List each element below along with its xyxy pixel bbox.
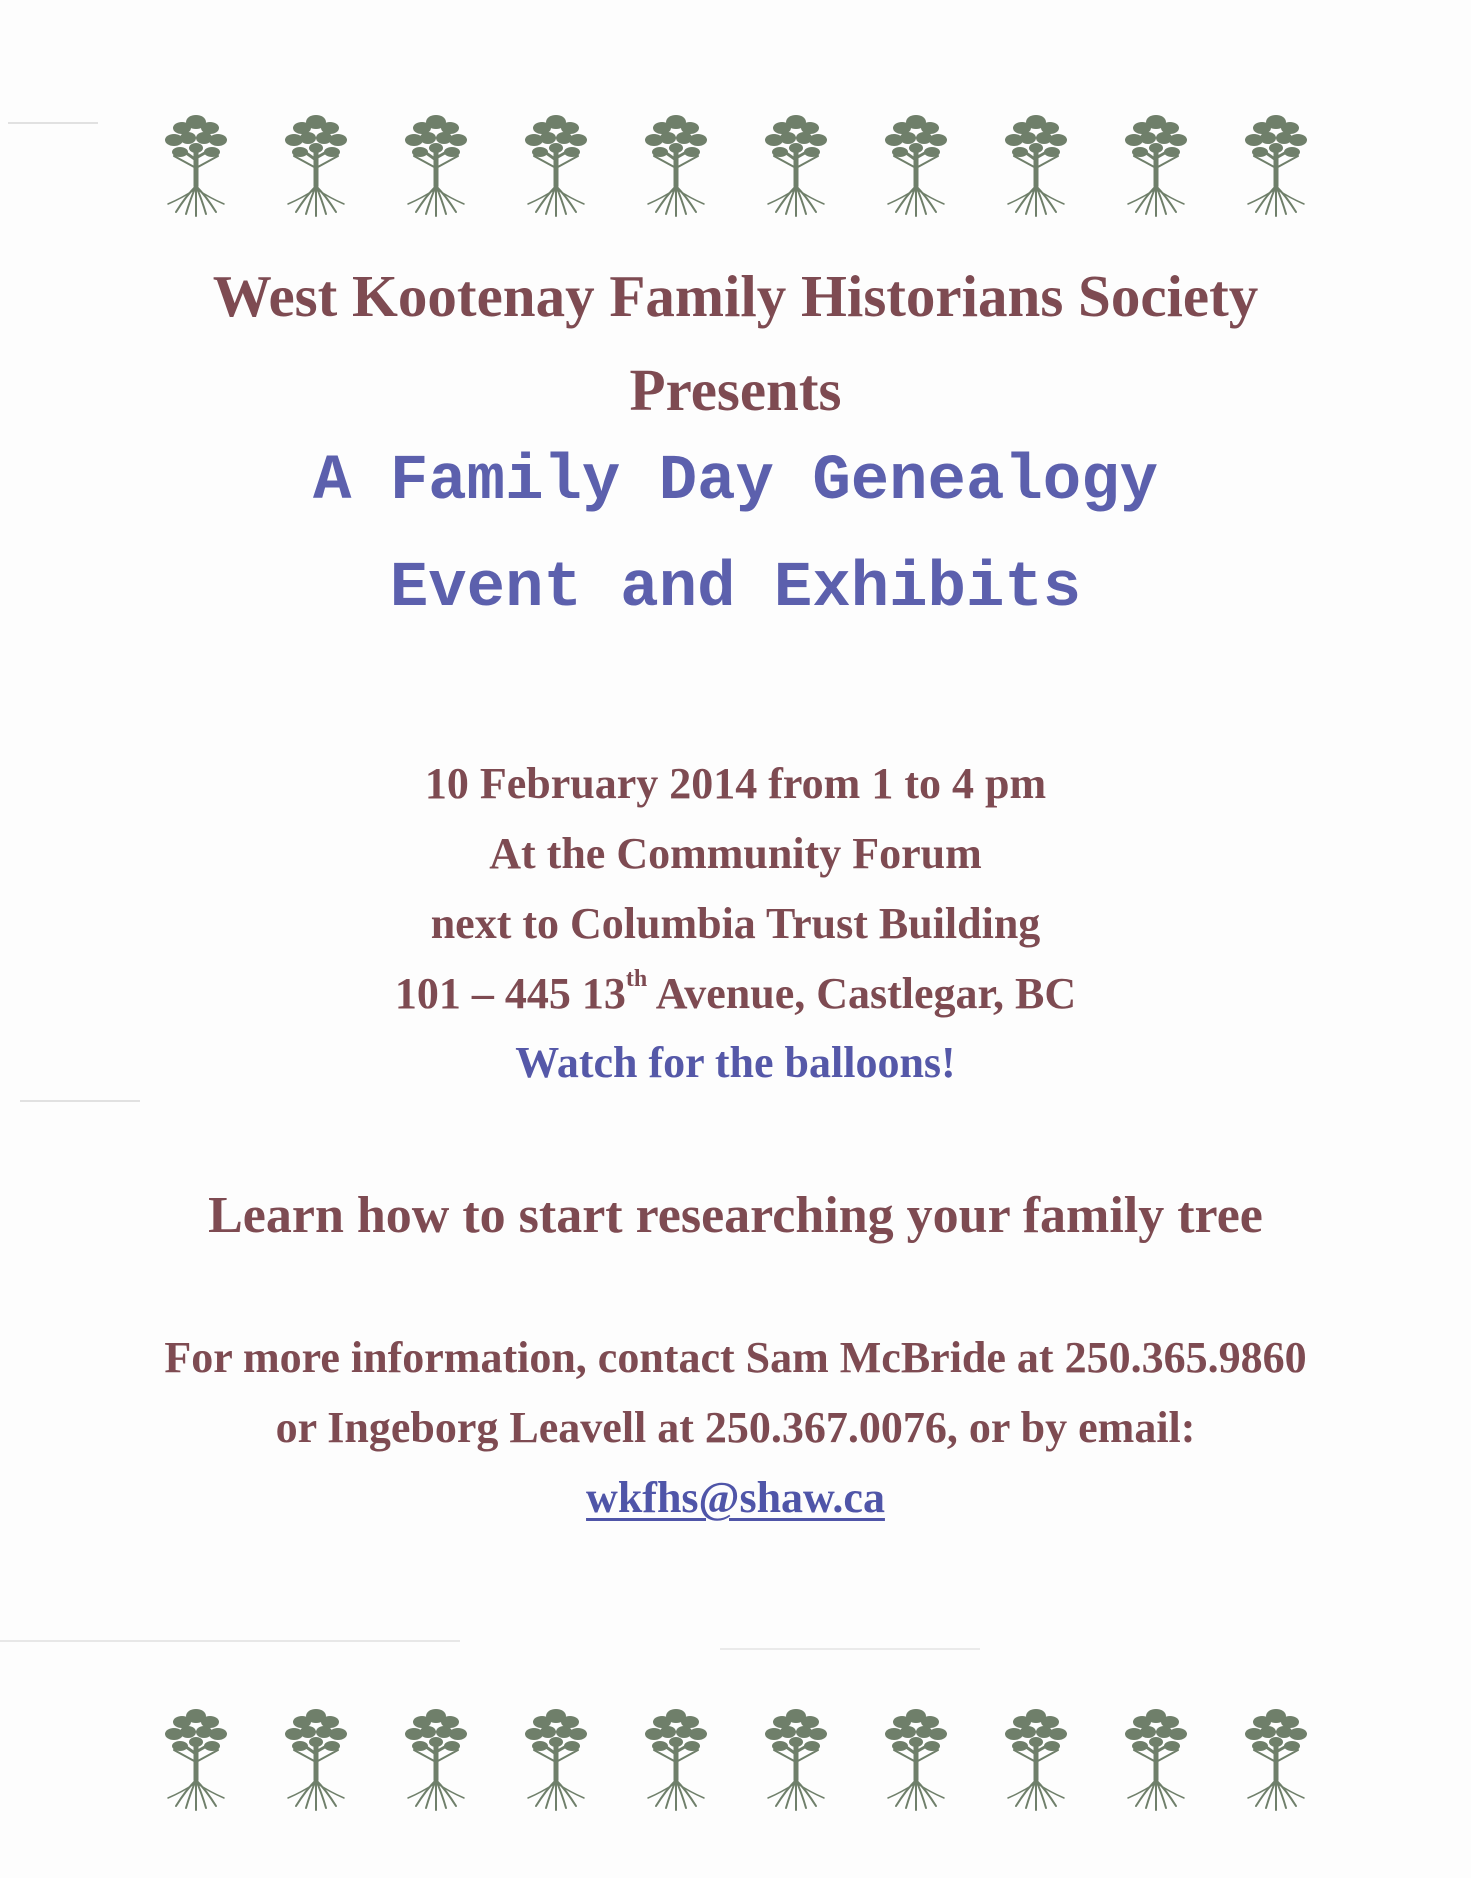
tree-with-roots-icon	[280, 108, 352, 218]
tree-with-roots-icon	[1120, 1702, 1192, 1812]
tree-with-roots-icon	[1240, 108, 1312, 218]
address-prefix: 101 – 445 13	[394, 969, 626, 1018]
event-title-line-1: A Family Day Genealogy	[313, 446, 1158, 518]
scan-noise	[8, 122, 98, 124]
scan-noise	[20, 1100, 140, 1102]
tree-with-roots-icon	[280, 1702, 352, 1812]
tree-with-roots-icon	[880, 1702, 952, 1812]
event-title-line-2: Event and Exhibits	[389, 553, 1082, 625]
tree-with-roots-icon	[1120, 108, 1192, 218]
tree-with-roots-icon	[1240, 1702, 1312, 1812]
tree-with-roots-icon	[520, 108, 592, 218]
presents-text: Presents	[629, 357, 842, 423]
tree-with-roots-icon	[1000, 1702, 1072, 1812]
tree-with-roots-icon	[400, 1702, 472, 1812]
tree-with-roots-icon	[160, 108, 232, 218]
event-date-time: 10 February 2014 from 1 to 4 pm	[424, 759, 1047, 808]
tree-with-roots-icon	[880, 108, 952, 218]
society-name: West Kootenay Family Historians Society	[212, 263, 1259, 329]
email-line	[0, 1472, 1471, 1523]
event-venue: At the Community Forum	[489, 829, 982, 878]
tree-with-roots-icon	[640, 108, 712, 218]
scan-noise	[720, 1648, 980, 1650]
address-ordinal-suffix: th	[625, 966, 648, 992]
contact-line-2: or Ingeborg Leavell at 250.367.0076, or by email:	[275, 1403, 1196, 1452]
tree-with-roots-icon	[760, 108, 832, 218]
event-address	[0, 968, 1471, 1019]
tree-with-roots-icon	[640, 1702, 712, 1812]
email-link[interactable]: wkfhs@shaw.ca	[586, 1473, 885, 1522]
scan-noise	[0, 1640, 460, 1642]
contact-line-1: For more information, contact Sam McBride at 250.365.9860	[164, 1333, 1307, 1382]
tree-with-roots-icon	[400, 108, 472, 218]
top-tree-border	[0, 108, 1471, 228]
address-rest: Avenue, Castlegar, BC	[647, 969, 1077, 1018]
bottom-tree-border	[0, 1702, 1471, 1822]
tree-with-roots-icon	[760, 1702, 832, 1812]
balloons-note: Watch for the balloons!	[515, 1038, 956, 1087]
tree-with-roots-icon	[520, 1702, 592, 1812]
tagline: Learn how to start researching your family tree	[208, 1187, 1263, 1244]
event-landmark: next to Columbia Trust Building	[430, 899, 1041, 948]
tree-with-roots-icon	[160, 1702, 232, 1812]
tree-with-roots-icon	[1000, 108, 1072, 218]
